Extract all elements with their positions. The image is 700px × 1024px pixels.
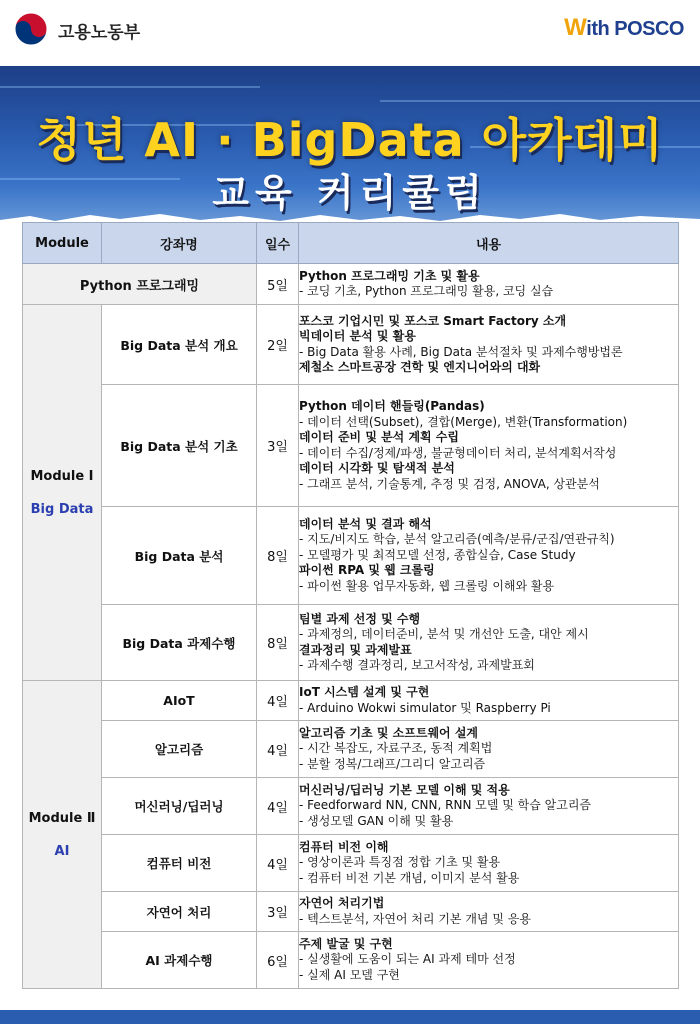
topic-detail: - 그래프 분석, 기술통계, 추정 및 검정, ANOVA, 상관분석 — [299, 476, 600, 491]
topic-detail: - 코딩 기초, Python 프로그래밍 활용, 코딩 실습 — [299, 284, 554, 298]
module-subtitle: Big Data — [30, 501, 94, 517]
course-content — [299, 721, 679, 778]
course-days: 4일 — [257, 778, 299, 835]
course-days: 4일 — [257, 721, 299, 778]
table-row — [23, 681, 679, 721]
table-row — [23, 264, 679, 305]
module-label: Module Ⅱ — [28, 810, 96, 826]
course-days: 4일 — [257, 835, 299, 892]
course-days: 8일 — [257, 507, 299, 605]
posco-logo-w: W — [564, 14, 587, 41]
topic-detail: - 모델평가 및 최적모델 선정, 종합실습, Case Study — [299, 547, 576, 562]
topic-detail: - 데이터 수집/정제/파생, 불균형데이터 처리, 분석계획서작성 — [299, 445, 617, 460]
course-name: Python 프로그래밍 — [23, 264, 257, 305]
government-emblem-icon — [14, 12, 48, 46]
course-content — [299, 305, 679, 385]
table-row — [23, 835, 679, 892]
topic-title: 제철소 스마트공장 견학 및 엔지니어와의 대화 — [299, 360, 541, 374]
course-days: 3일 — [257, 892, 299, 932]
page-title: 청년 AI · BigData 아카데미 — [36, 113, 664, 167]
course-name: 컴퓨터 비전 — [102, 835, 257, 892]
header-days: 일수 — [257, 223, 299, 264]
topic-detail: - 시간 복잡도, 자료구조, 동적 계획법 — [299, 741, 493, 756]
bottom-bar — [0, 1010, 700, 1024]
table-row — [23, 778, 679, 835]
course-content — [299, 385, 679, 507]
table-row — [23, 721, 679, 778]
course-content — [299, 605, 679, 681]
topic-detail: - 텍스트분석, 자연어 처리 기본 개념 및 응용 — [299, 911, 531, 926]
course-name: Big Data 분석 개요 — [102, 305, 257, 385]
course-name: Big Data 과제수행 — [102, 605, 257, 681]
course-content — [299, 507, 679, 605]
header-module: Module — [23, 223, 102, 264]
topic-title: 컴퓨터 비전 이해 — [299, 839, 389, 854]
header-course: 강좌명 — [102, 223, 257, 264]
posco-logo — [564, 14, 684, 42]
course-days: 3일 — [257, 385, 299, 507]
course-content — [299, 932, 679, 989]
topic-title: 빅데이터 분석 및 활용 — [299, 329, 416, 343]
topic-detail: - 실생활에 도움이 되는 AI 과제 테마 선정 — [299, 952, 516, 967]
topic-title: 자연어 처리기법 — [299, 896, 385, 910]
topic-detail: - 과제수행 결과정리, 보고서작성, 과제발표회 — [299, 658, 535, 672]
table-row — [23, 305, 679, 385]
course-days: 5일 — [257, 264, 299, 305]
table-row — [23, 507, 679, 605]
topic-title: 머신러닝/딥러닝 기본 모델 이해 및 적용 — [299, 782, 510, 797]
module-label: Module Ⅰ — [30, 468, 94, 484]
curriculum-table — [22, 222, 679, 989]
topic-detail: - 분할 정복/그래프/그리디 알고리즘 — [299, 756, 486, 771]
module-1-cell — [23, 305, 102, 681]
topic-detail: - Big Data 활용 사례, Big Data 분석절차 및 과제수행방법론 — [299, 344, 623, 359]
table-row — [23, 605, 679, 681]
topic-detail: - Feedforward NN, CNN, RNN 모델 및 학습 알고리즘 — [299, 798, 592, 813]
topic-title: 팀별 과제 선정 및 수행 — [299, 611, 421, 626]
topic-title: 결과정리 및 과제발표 — [299, 642, 412, 657]
table-row — [23, 932, 679, 989]
topic-title: 알고리즘 기초 및 소프트웨어 설계 — [299, 725, 479, 740]
topic-title: 주제 발굴 및 구현 — [299, 936, 393, 951]
topic-detail: - 컴퓨터 비전 기본 개념, 이미지 분석 활용 — [299, 870, 520, 885]
module-2-cell — [23, 681, 102, 989]
posco-logo-text: ith POSCO — [586, 18, 684, 40]
course-days: 2일 — [257, 305, 299, 385]
course-name: 알고리즘 — [102, 721, 257, 778]
topic-title: Python 데이터 핸들링(Pandas) — [299, 399, 485, 413]
topic-detail: - 실제 AI 모델 구현 — [299, 967, 400, 982]
header-content: 내용 — [299, 223, 679, 264]
ministry-name: 고용노동부 — [58, 23, 141, 43]
module-subtitle: AI — [54, 843, 70, 859]
topic-title: 포스코 기업시민 및 포스코 Smart Factory 소개 — [299, 313, 567, 328]
topic-detail: - 과제정의, 데이터준비, 분석 및 개선안 도출, 대안 제시 — [299, 627, 589, 641]
course-name: Big Data 분석 기초 — [102, 385, 257, 507]
course-days: 8일 — [257, 605, 299, 681]
course-content — [299, 892, 679, 932]
banner-stripe — [0, 86, 260, 88]
page-subtitle: 교육 커리큘럼 — [212, 171, 488, 215]
topic-title: 파이썬 RPA 및 웹 크롤링 — [299, 563, 435, 578]
course-name: 머신러닝/딥러닝 — [102, 778, 257, 835]
course-days: 4일 — [257, 681, 299, 721]
course-content — [299, 264, 679, 305]
topic-detail: - 생성모델 GAN 이해 및 활용 — [299, 813, 454, 828]
table-header-row — [23, 223, 679, 264]
table-row — [23, 385, 679, 507]
topic-detail: - Arduino Wokwi simulator 및 Raspberry Pi — [299, 700, 551, 715]
topic-detail: - 데이터 선택(Subset), 결합(Merge), 변환(Transformation) — [299, 414, 628, 429]
course-days: 6일 — [257, 932, 299, 989]
course-name: 자연어 처리 — [102, 892, 257, 932]
course-content — [299, 778, 679, 835]
topic-title: Python 프로그래밍 기초 및 활용 — [299, 268, 480, 283]
topic-title: IoT 시스템 설계 및 구현 — [299, 685, 430, 699]
course-content — [299, 681, 679, 721]
banner-stripe — [380, 100, 700, 102]
topic-title: 데이터 분석 및 결과 해석 — [299, 516, 432, 531]
course-name: AIoT — [102, 681, 257, 721]
course-content — [299, 835, 679, 892]
top-bar — [0, 0, 700, 66]
table-row — [23, 892, 679, 932]
topic-detail: - 파이썬 활용 업무자동화, 웹 크롤링 이해와 활용 — [299, 578, 555, 593]
topic-detail: - 영상이론과 특징점 정합 기초 및 활용 — [299, 855, 501, 870]
topic-detail: - 지도/비지도 학습, 분석 알고리즘(예측/분류/군집/연관규칙) — [299, 532, 615, 547]
course-name: AI 과제수행 — [102, 932, 257, 989]
course-name: Big Data 분석 — [102, 507, 257, 605]
topic-title: 데이터 준비 및 분석 계획 수립 — [299, 430, 459, 444]
topic-title: 데이터 시각화 및 탐색적 분석 — [299, 461, 455, 475]
